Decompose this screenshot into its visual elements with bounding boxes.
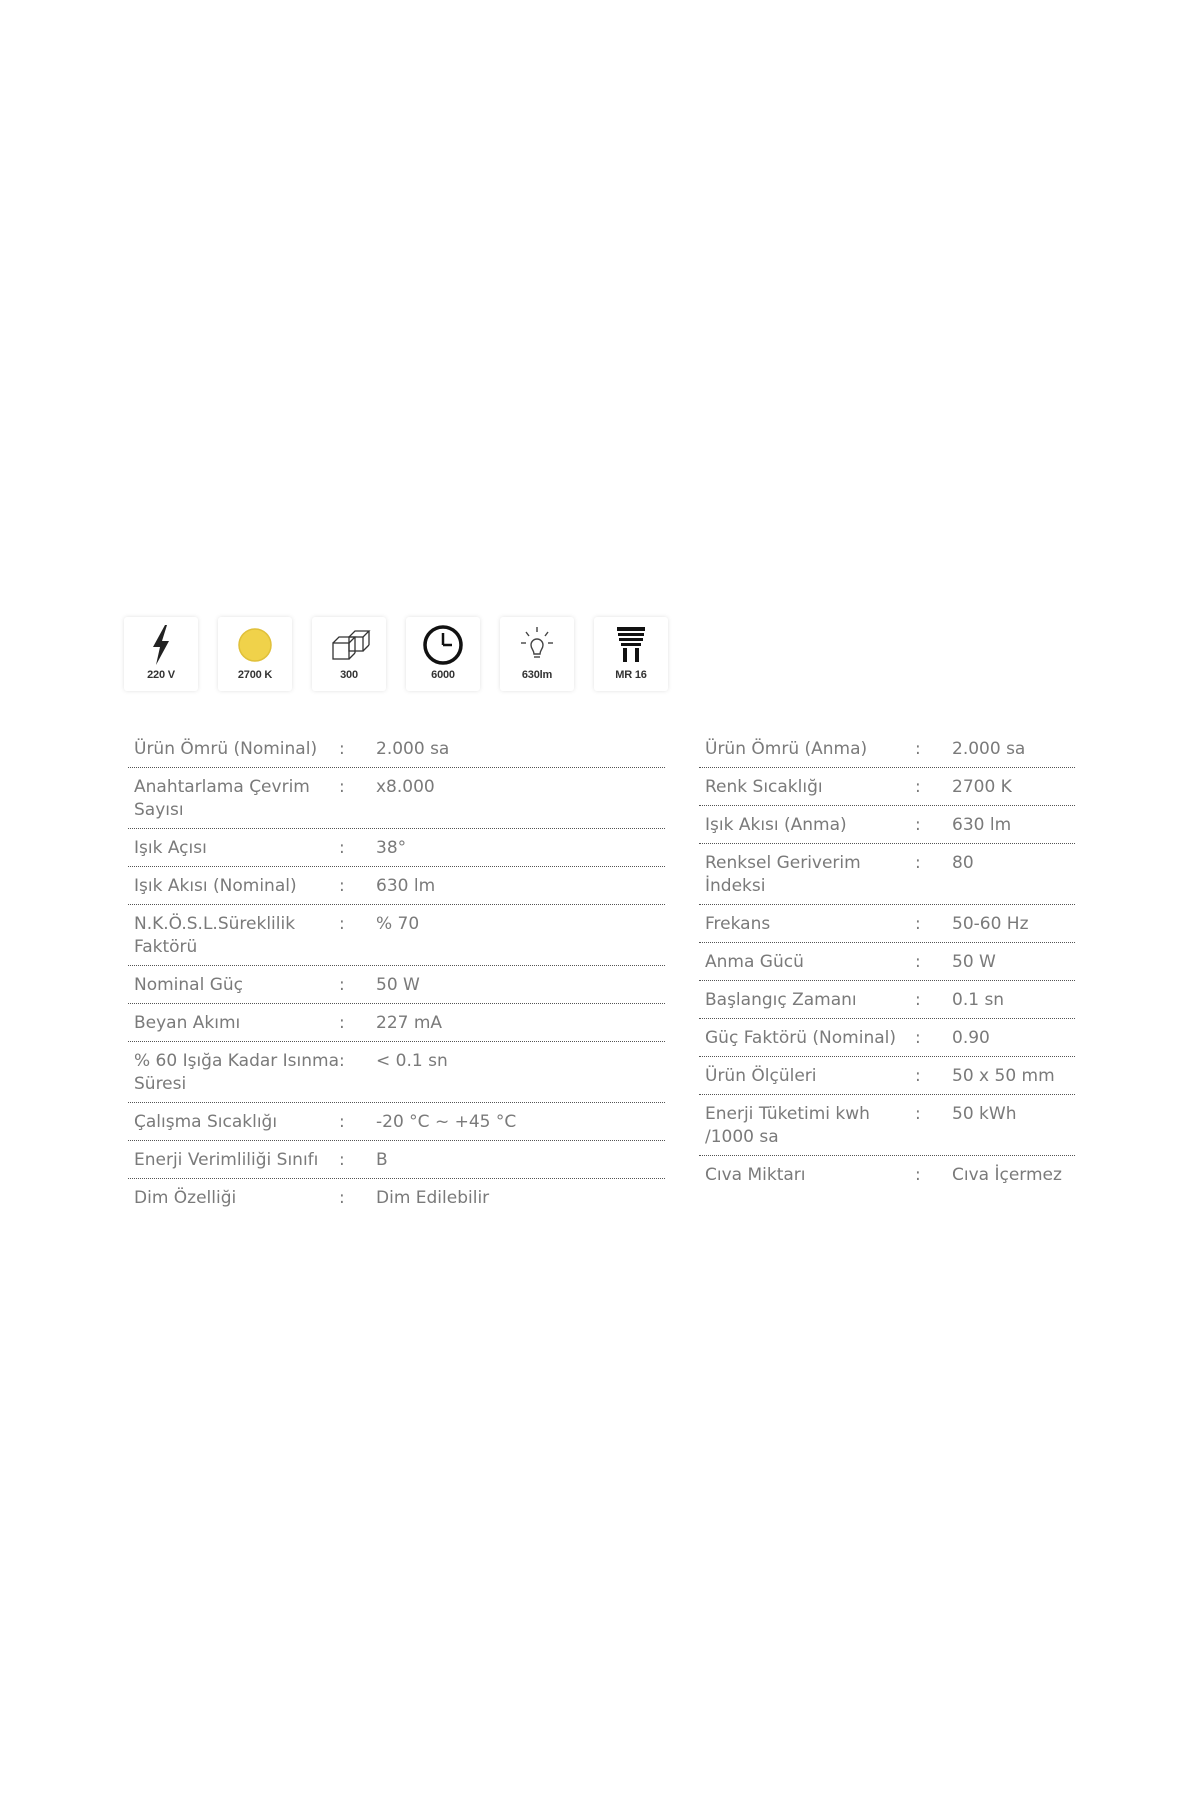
spec-row [128, 1103, 665, 1141]
light-bulb-icon [515, 623, 559, 667]
spec-value: 38° [376, 838, 407, 858]
spec-label: Nominal Güç [134, 975, 244, 995]
spec-label: Anma Gücü [705, 952, 804, 972]
spec-label: Işık Akısı (Nominal) [134, 876, 297, 896]
base-type-caption: MR 16 [615, 669, 647, 681]
spec-separator: : [339, 739, 345, 759]
spec-value: 227 mA [376, 1013, 443, 1033]
spec-label: Cıva Miktarı [705, 1165, 806, 1185]
spec-separator: : [915, 952, 921, 972]
switching-cycles-card [312, 617, 386, 691]
spec-label: Anahtarlama Çevrim Sayısı [134, 777, 310, 820]
spec-value: -20 °C ~ +45 °C [376, 1112, 517, 1132]
spec-row [128, 1042, 665, 1103]
spec-label: % 60 Işığa Kadar Isınma Süresi [134, 1051, 340, 1094]
spec-label: N.K.Ö.S.L.Süreklilik Faktörü [134, 914, 296, 957]
spec-separator: : [339, 1013, 345, 1033]
spec-value: x8.000 [376, 777, 435, 797]
spec-row [699, 1057, 1075, 1095]
mr16-base-icon [609, 623, 653, 667]
spec-separator: : [915, 1104, 921, 1124]
spec-separator: : [339, 838, 345, 858]
spec-separator: : [339, 876, 345, 896]
spec-row [699, 1156, 1075, 1193]
lifetime-card [406, 617, 480, 691]
spec-row [128, 768, 665, 829]
spec-value: < 0.1 sn [376, 1051, 448, 1071]
spec-value: 2.000 sa [376, 739, 450, 759]
spec-label: Frekans [705, 914, 771, 934]
spec-label: Güç Faktörü (Nominal) [705, 1028, 896, 1048]
spec-separator: : [915, 990, 921, 1010]
spec-separator: : [915, 853, 921, 873]
spec-label: Ürün Ölçüleri [705, 1066, 817, 1086]
spec-row [128, 966, 665, 1004]
spec-row [699, 943, 1075, 981]
spec-table-left [128, 730, 665, 1216]
feature-icons [124, 617, 668, 691]
spec-label: Başlangıç Zamanı [705, 990, 857, 1010]
luminous-flux-caption: 630lm [521, 669, 553, 681]
spec-value: 630 lm [952, 815, 1012, 835]
color-temperature-caption: 2700 K [237, 669, 273, 681]
spec-value: 2700 K [952, 777, 1012, 797]
spec-label: Ürün Ömrü (Nominal) [134, 739, 318, 759]
spec-separator: : [339, 975, 345, 995]
spec-row [699, 730, 1075, 768]
spec-separator: : [339, 1188, 345, 1208]
spec-label: Renksel Geriverim İndeksi [705, 853, 861, 896]
lifetime-caption: 6000 [431, 669, 455, 681]
spec-label: Beyan Akımı [134, 1013, 241, 1033]
spec-label: Ürün Ömrü (Anma) [705, 739, 868, 759]
spec-label: Renk Sıcaklığı [705, 777, 823, 797]
spec-separator: : [915, 777, 921, 797]
spec-row [699, 905, 1075, 943]
spec-value: % 70 [376, 914, 420, 934]
spec-label: Enerji Verimliliği Sınıfı [134, 1150, 319, 1170]
spec-separator: : [339, 777, 345, 797]
spec-label: Çalışma Sıcaklığı [134, 1112, 278, 1132]
spec-row [128, 1179, 665, 1216]
spec-separator: : [915, 914, 921, 934]
spec-row [699, 1095, 1075, 1156]
spec-separator: : [915, 1028, 921, 1048]
spec-label: Işık Açısı [134, 838, 207, 858]
spec-separator: : [915, 1165, 921, 1185]
spec-label: Işık Akısı (Anma) [705, 815, 847, 835]
spec-separator: : [915, 815, 921, 835]
luminous-flux-card [500, 617, 574, 691]
spec-row [128, 867, 665, 905]
spec-separator: : [915, 739, 921, 759]
spec-value: 50 kWh [952, 1104, 1017, 1124]
spec-row [128, 829, 665, 867]
spec-separator: : [339, 914, 345, 934]
spec-value: 50 W [376, 975, 420, 995]
spec-value: 630 lm [376, 876, 436, 896]
spec-row [699, 844, 1075, 905]
spec-value: 0.1 sn [952, 990, 1005, 1010]
spec-label: Dim Özelliği [134, 1188, 237, 1208]
spec-row [128, 1004, 665, 1042]
spec-table-right [699, 730, 1075, 1193]
voltage-card [124, 617, 198, 691]
spec-value: 50 x 50 mm [952, 1066, 1055, 1086]
base-type-card [594, 617, 668, 691]
spec-separator: : [339, 1150, 345, 1170]
spec-row [699, 1019, 1075, 1057]
spec-value: 0.90 [952, 1028, 990, 1048]
spec-value: 2.000 sa [952, 739, 1026, 759]
spec-row [128, 1141, 665, 1179]
spec-value: 50-60 Hz [952, 914, 1029, 934]
switching-cycles-icon [327, 623, 371, 667]
lightning-icon [139, 623, 183, 667]
spec-row [128, 905, 665, 966]
spec-separator: : [339, 1112, 345, 1132]
spec-row [128, 730, 665, 768]
spec-value: 80 [952, 853, 974, 873]
color-temperature-icon [233, 623, 277, 667]
clock-icon [421, 623, 465, 667]
switching-cycles-caption: 300 [340, 669, 358, 681]
spec-value: B [376, 1150, 388, 1170]
spec-value: Cıva İçermez [952, 1165, 1062, 1185]
spec-label: Enerji Tüketimi kwh /1000 sa [705, 1104, 870, 1147]
spec-row [699, 981, 1075, 1019]
spec-value: 50 W [952, 952, 996, 972]
spec-value: Dim Edilebilir [376, 1188, 490, 1208]
spec-separator: : [339, 1051, 345, 1071]
color-temperature-card [218, 617, 292, 691]
spec-row [699, 768, 1075, 806]
voltage-caption: 220 V [147, 669, 175, 681]
spec-separator: : [915, 1066, 921, 1086]
spec-row [699, 806, 1075, 844]
